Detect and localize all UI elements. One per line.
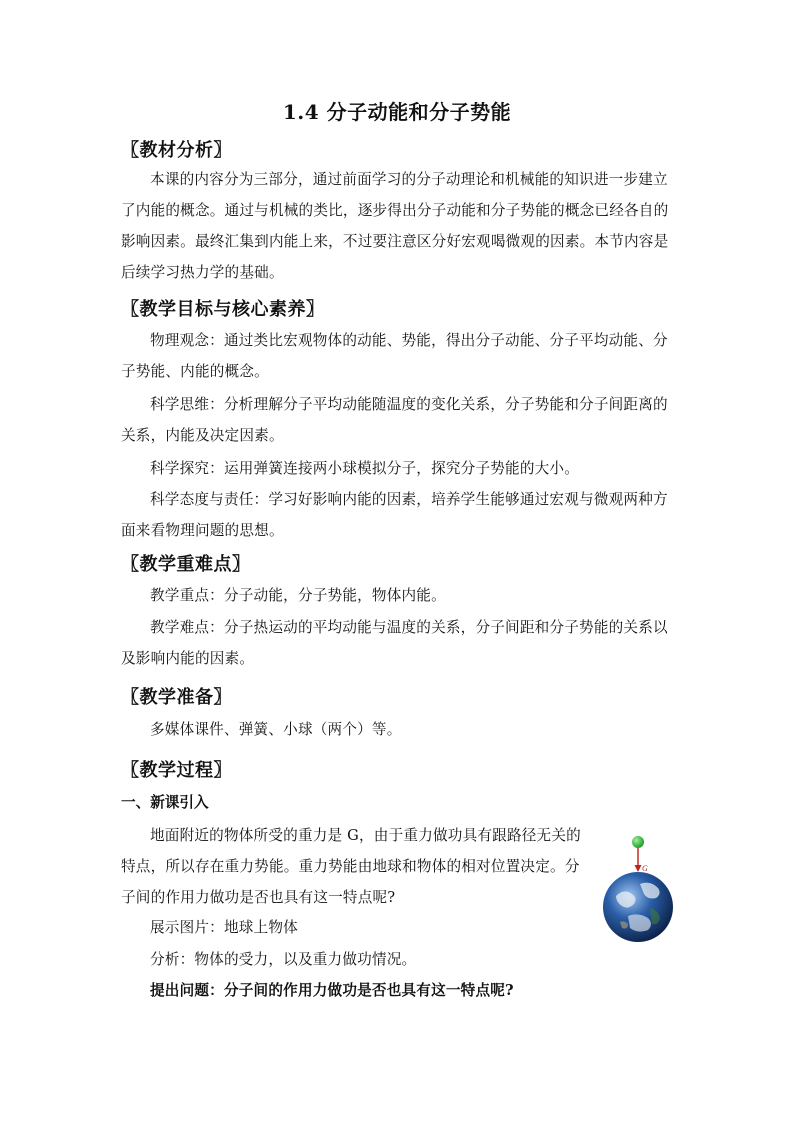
show-picture-text: 展示图片：地球上物体 <box>150 919 298 936</box>
ball-icon <box>632 836 644 848</box>
preparation-text: 多媒体课件、弹簧、小球（两个）等。 <box>150 721 402 738</box>
heading-preparation: 〖教学准备〗 <box>121 687 232 708</box>
force-label: G <box>642 864 648 873</box>
heading-analysis: 〖教材分析〗 <box>121 140 232 161</box>
objective-physics: 物理观念：通过类比宏观物体的动能、势能，得出分子动能、分子平均动能、分子势能、内能的概念。 <box>121 332 668 380</box>
heading-objectives: 〖教学目标与核心素养〗 <box>121 299 325 320</box>
heading-keypoints: 〖教学重难点〗 <box>121 554 251 575</box>
analysis-text: 本课的内容分为三部分，通过前面学习的分子动理论和机械能的知识进一步建立了内能的概念。通过与机械的类比，逐步得出分子动能和分子势能的概念已经各自的影响因素。最终汇集到内能上来，不过要注意区分好宏观喝微观的因素。本节内容是后续学习热力学的基础。 <box>121 171 669 281</box>
intro-text: 地面附近的物体所受的重力是 G，由于重力做功具有跟路径无关的特点，所以存在重力势能。重力势能由地球和物体的相对位置决定。分子间的作用力做功是否也具有这一特点呢? <box>121 827 581 906</box>
earth-icon <box>603 872 673 942</box>
keypoint-difficulty: 教学难点：分子热运动的平均动能与温度的关系，分子间距和分子势能的关系以及影响内能的因素。 <box>121 619 668 667</box>
subheading-intro: 一、新课引入 <box>121 794 209 811</box>
keypoint-focus: 教学重点：分子动能，分子势能，物体内能。 <box>150 587 446 604</box>
question-text: 提出问题：分子间的作用力做功是否也具有这一特点呢? <box>150 982 514 999</box>
earth-figure <box>598 834 678 944</box>
page-title: 1.4 分子动能和分子势能 <box>282 100 512 124</box>
analysis-force-text: 分析：物体的受力，以及重力做功情况。 <box>150 951 417 968</box>
objective-attitude: 科学态度与责任：学习好影响内能的因素，培养学生能够通过宏观与微观两种方面来看物理问题的思想。 <box>121 491 668 539</box>
heading-process: 〖教学过程〗 <box>121 760 232 781</box>
objective-inquiry: 科学探究：运用弹簧连接两小球模拟分子，探究分子势能的大小。 <box>150 460 580 477</box>
objective-thinking: 科学思维：分析理解分子平均动能随温度的变化关系，分子势能和分子间距离的关系，内能及决定因素。 <box>121 396 668 444</box>
gravity-arrow-head <box>635 865 642 872</box>
